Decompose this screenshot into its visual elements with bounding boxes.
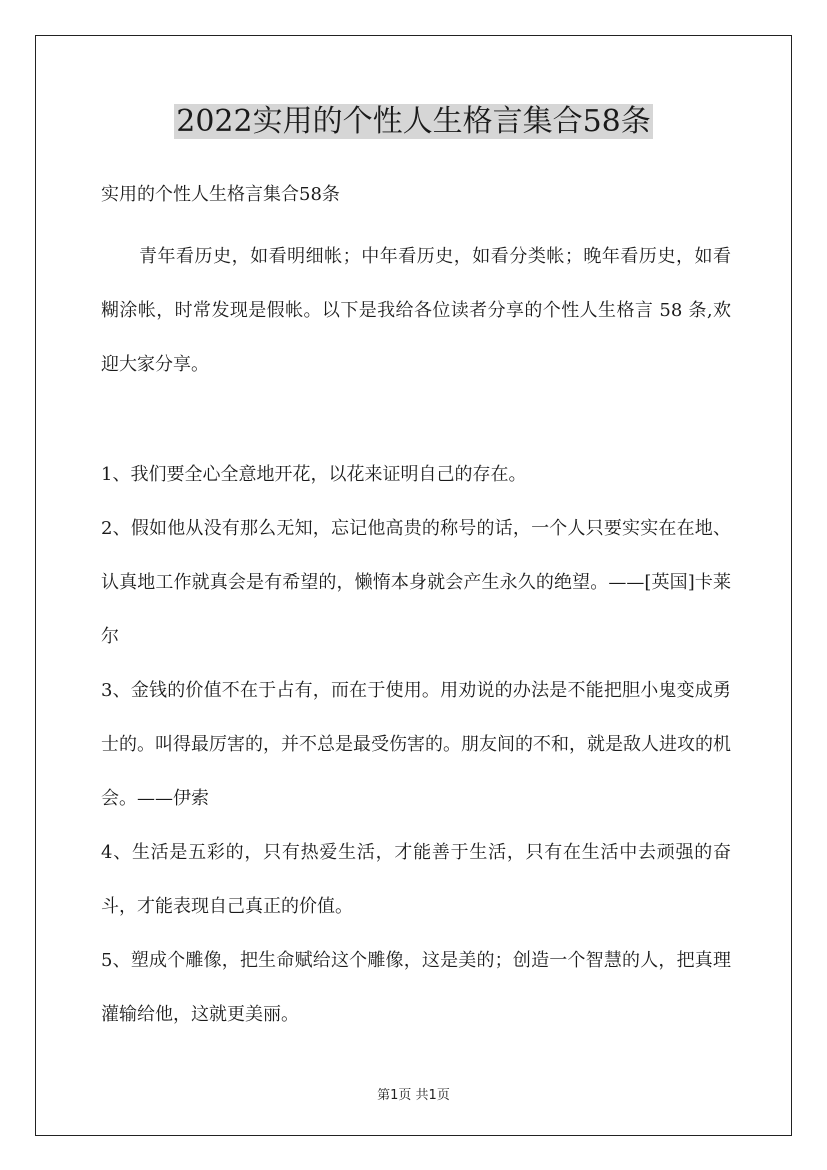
quote-item-5: 5、塑成个雕像，把生命赋给这个雕像，这是美的；创造一个智慧的人，把真理灌输给他，这就更美丽。 (101, 950, 731, 1025)
document-title-text: 2022实用的个性人生格言集合58条 (176, 104, 651, 139)
page-footer: 第1页 共1页 (377, 1088, 450, 1103)
intro-paragraph: 青年看历史，如看明细帐；中年看历史，如看分类帐；晚年看历史，如看糊涂帐，时常发现是假帐。以下是我给各位读者分享的个性人生格言 58 条,欢迎大家分享。 (101, 246, 731, 375)
quote-item-3: 3、金钱的价值不在于占有，而在于使用。用劝说的办法是不能把胆小鬼变成勇士的。叫得最厉害的，并不总是最受伤害的。朋友间的不和，就是敌人进攻的机会。——伊索 (101, 680, 731, 809)
quote-item-4: 4、生活是五彩的，只有热爱生活，才能善于生活，只有在生活中去顽强的奋斗，才能表现自己真正的价值。 (101, 842, 731, 917)
document-subtitle: 实用的个性人生格言集合58条 (101, 184, 340, 205)
document-title (0, 102, 827, 142)
quote-item-2: 2、假如他从没有那么无知，忘记他高贵的称号的话，一个人只要实实在在地、认真地工作就真会是有希望的，懒惰本身就会产生永久的绝望。——[英国]卡莱尔 (101, 518, 731, 647)
quote-item-1: 1、我们要全心全意地开花，以花来证明自己的存在。 (101, 464, 527, 485)
quote-list (101, 448, 731, 1042)
